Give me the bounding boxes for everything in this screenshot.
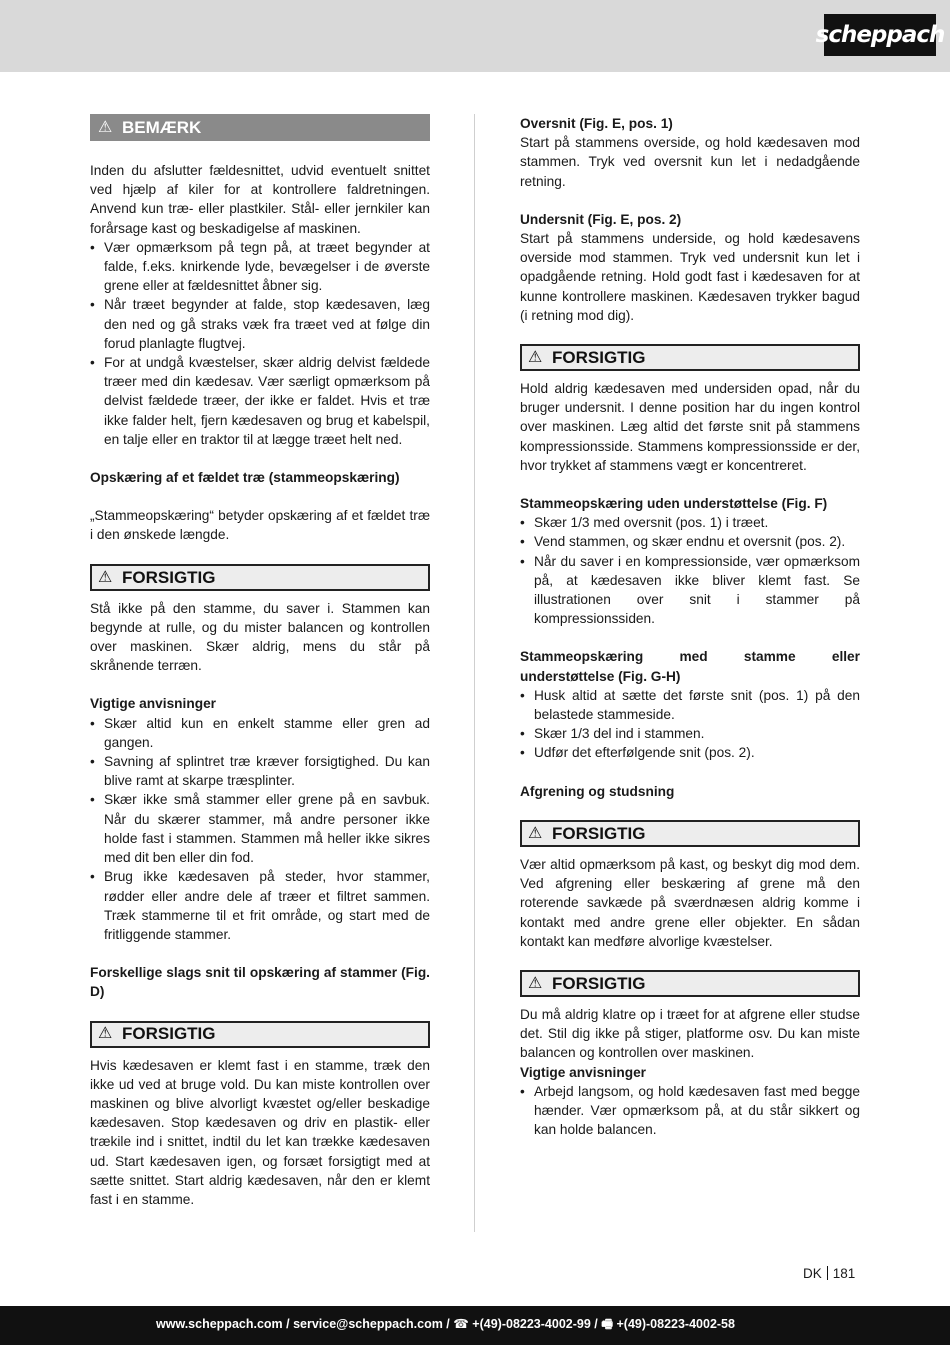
bemaerk-banner bbox=[90, 114, 430, 141]
forsigtig-label: FORSIGTIG bbox=[552, 973, 646, 993]
page-number-value: 181 bbox=[832, 1266, 856, 1281]
list-item: • Vend stammen, og skær endnu et oversnit (pos. 2). bbox=[520, 532, 860, 551]
section-text: „Stammeopskæring“ betyder opskæring af et fældet træ i den ønskede længde. bbox=[90, 508, 430, 543]
forsigtig-banner bbox=[90, 564, 430, 591]
forsigtig-label: FORSIGTIG bbox=[552, 823, 646, 843]
forsigtig-banner bbox=[520, 344, 860, 371]
warning-triangle-icon: ⚠ bbox=[528, 824, 543, 842]
column-divider bbox=[474, 114, 475, 1232]
section-heading: Oversnit (Fig. E, pos. 1) bbox=[520, 116, 673, 131]
list-item: • Når du saver i en kompressionside, vær opmærksom på, at kædesaven ikke bliver klemt fast. Se illustrationen over snit i stammer på kompressionssiden. bbox=[520, 552, 860, 629]
list-item: • Skær altid kun en enkelt stamme eller gren ad gangen. bbox=[90, 714, 430, 752]
forsigtig-banner bbox=[520, 820, 860, 847]
forsigtig-label: FORSIGTIG bbox=[122, 1024, 216, 1044]
warning-triangle-icon: ⚠ bbox=[528, 974, 543, 992]
med-bullet-list bbox=[520, 686, 860, 763]
page-separator bbox=[827, 1266, 828, 1280]
warning-triangle-icon: ⚠ bbox=[528, 348, 543, 366]
section-heading: Undersnit (Fig. E, pos. 2) bbox=[520, 211, 682, 227]
warning-triangle-icon: ⚠ bbox=[98, 118, 113, 136]
page-number bbox=[803, 1266, 855, 1281]
list-item: • Skær 1/3 med oversnit (pos. 1) i træet. bbox=[520, 513, 860, 532]
section-text: Start på stammens overside, og hold kædesaven mod stammen. Tryk ved oversnit kun let i nedadgående retning. bbox=[520, 135, 860, 189]
bemaerk-text: Inden du afslutter fældesnittet, udvid eventuelt snittet ved hjælp af kiler for at kontrollere faldretningen. Anvend kun træ- eller plastkiler. Stål- eller jernkiler kan forårsage kast og beskadigelse af maskinen. bbox=[90, 163, 430, 236]
bemaerk-label: BEMÆRK bbox=[122, 117, 202, 137]
forsigtig-text: Du må aldrig klatre op i træet for at afgrene eller studse det. Stil dig ikke på stiger, platforme osv. Du kan miste balancen og kontrollen over maskinen. bbox=[520, 1006, 860, 1061]
section-text: Start på stammens underside, og hold kædesavens overside mod stammen. Tryk ved undersnit kun let i opadgående retning. Hold godt fast i kædesaven for at kunne kontrollere maskinen. Kædesaven trykker bagud (i retning mod dig). bbox=[520, 231, 860, 323]
forsigtig-text: Stå ikke på den stamme, du saver i. Stammen kan begynde at rulle, og du mister balancen og kontrollen over maskinen. Skær aldrig, mens du står på skrånende terræn. bbox=[90, 600, 430, 674]
list-item: • Arbejd langsom, og hold kædesaven fast med begge hænder. Vær opmærksom på, at du står sikkert og kan holde balancen. bbox=[520, 1082, 860, 1140]
section-heading: Vigtige anvisninger bbox=[90, 696, 217, 712]
left-column bbox=[90, 114, 430, 1209]
list-item: • Brug ikke kædesaven på steder, hvor stammer, rødder eller andre dele af træer et filtret sammen. Træk stammerne til et frit område, og start med de fritliggende stammer. bbox=[90, 867, 430, 944]
section-heading: Opskæring af et fældet træ (stammeopskæring) bbox=[90, 470, 400, 486]
warning-triangle-icon: ⚠ bbox=[98, 1025, 113, 1043]
section-heading: Vigtige anvisninger bbox=[520, 1064, 647, 1080]
list-item: • For at undgå kvæstelser, skær aldrig delvist fældede træer med din kædesav. Vær særligt opmærksom på delvist fældede træer, der ikke er faldet. Hvis et træ ikke falder helt, fjern kædesaven og brug et kabelspil, en talje eller en traktor til at lægge træet helt ned. bbox=[90, 353, 430, 449]
section-heading: Stammeopskæring med stamme eller understøttelse (Fig. G-H) bbox=[520, 649, 860, 684]
list-item: • Skær ikke små stammer eller grene på en savbuk. Når du skærer stammer, må andre personer ikke holde fast i stammen. Stammen må heller ikke sikres med dit ben eller din fod. bbox=[90, 790, 430, 867]
list-item: • Husk altid at sætte det første snit (pos. 1) på den belastede stammeside. bbox=[520, 686, 860, 724]
footer-bar bbox=[0, 1306, 950, 1345]
section-heading: Stammeopskæring uden understøttelse (Fig. F) bbox=[520, 496, 828, 512]
page-language: DK bbox=[803, 1266, 822, 1281]
right-column bbox=[520, 114, 860, 1139]
forsigtig-text: Vær altid opmærksom på kast, og beskyt dig mod dem. Ved afgrening eller beskæring af grene må den roterende savkæde på sværdnæsen aldrig komme i kontakt med andre grene eller objekter. En sådan kontakt kan medføre alvorlige kvæstelser. bbox=[520, 856, 860, 949]
scheppach-logo: scheppach bbox=[824, 14, 936, 56]
forsigtig-label: FORSIGTIG bbox=[552, 347, 646, 367]
felling-bullet-list bbox=[90, 238, 430, 449]
vigtige-bullet-list bbox=[520, 1082, 860, 1140]
uden-bullet-list bbox=[520, 513, 860, 628]
forsigtig-label: FORSIGTIG bbox=[122, 567, 216, 587]
list-item: • Udfør det efterfølgende snit (pos. 2). bbox=[520, 743, 860, 762]
list-item: • Når træet begynder at falde, stop kædesaven, læg den ned og gå straks væk fra træet ved at følge din forud planlagte flugtvej. bbox=[90, 295, 430, 353]
warning-triangle-icon: ⚠ bbox=[98, 568, 113, 586]
list-item: • Vær opmærksom på tegn på, at træet begynder at falde, f.eks. knirkende lyde, bevægelser i de øverste grene eller at fældesnittet åbner sig. bbox=[90, 238, 430, 296]
forsigtig-text: Hvis kædesaven er klemt fast i en stamme, træk den ikke ud ved at bruge vold. Du kan miste kontrollen over maskinen og blive alvorligt kvæstet og/eller beskadige kædesaven. Stop kædesaven og driv en plastik- eller trækile ind i snittet, indtil du let kan trække kædesaven ud. Start kædesaven igen, og forsæt forsigtigt med at sætte snittet. Start aldrig kædesaven, når den er klemt fast i en stamme. bbox=[90, 1057, 430, 1207]
instructions-bullet-list bbox=[90, 714, 430, 944]
footer-contact: www.scheppach.com / service@scheppach.com / ☎ +(49)-08223-4002-99 / 🖷 +(49)-08223-4002-58 bbox=[156, 1317, 735, 1331]
header-bar bbox=[0, 0, 950, 72]
forsigtig-banner bbox=[520, 970, 860, 997]
forsigtig-text: Hold aldrig kædesaven med undersiden opad, når du bruger undersnit. I denne position har du ingen kontrol over maskinen. Læg altid det første snit på stammens kompressionsside. Stammens kompressionsside er der, hvor trykket af stammens vægt er koncentreret. bbox=[520, 381, 860, 473]
list-item: • Skær 1/3 del ind i stammen. bbox=[520, 724, 860, 743]
section-heading: Forskellige slags snit til opskæring af stammer (Fig. D) bbox=[90, 965, 430, 1000]
section-heading: Afgrening og studsning bbox=[520, 783, 675, 799]
forsigtig-banner bbox=[90, 1021, 430, 1048]
list-item: • Savning af splintret træ kræver forsigtighed. Du kan blive ramt at skarpe træsplinter. bbox=[90, 752, 430, 790]
